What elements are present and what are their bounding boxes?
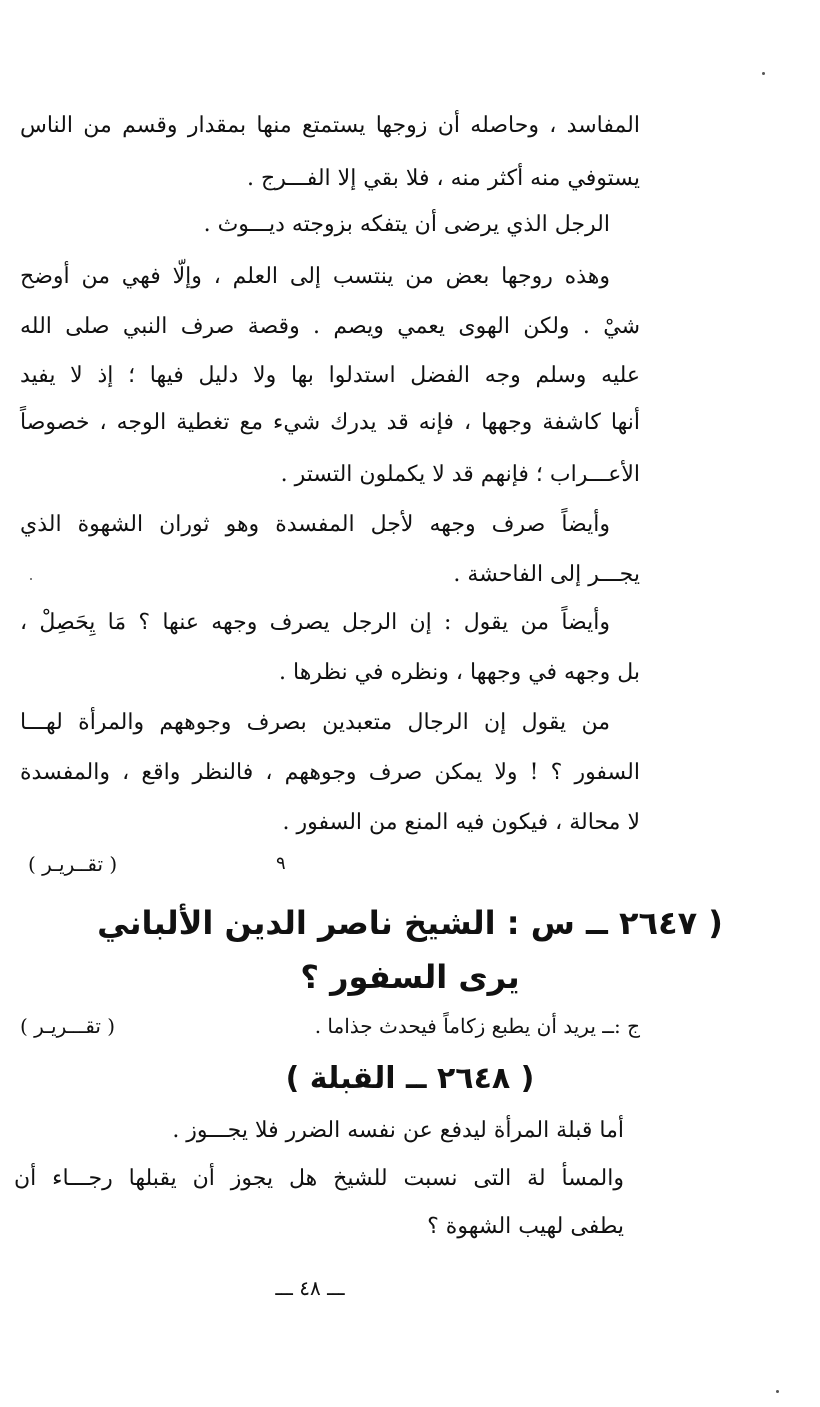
text-line: الأعـــراب ؛ فإنهم قد لا يكملون التستر . bbox=[280, 462, 640, 487]
paper-speck bbox=[30, 578, 32, 580]
text-line: الرجل الذي يرضى أن يتفكه بزوجته ديـــوث . bbox=[203, 212, 610, 237]
answer-text: ج :ــ يريد أن يطبع زكاماً فيحدث جذاما . bbox=[314, 1014, 640, 1038]
text-line: يستوفي منه أكثر منه ، فلا بقي إلا الفـــرج . bbox=[247, 166, 640, 191]
text-line: والمسأ لة التى نسبت للشيخ هل يجوز أن يقبلها رجـــاء أن bbox=[14, 1166, 624, 1191]
text-line: عليه وسلم وجه الفضل استدلوا بها ولا دليل فيها ؛ إذ لا يفيد bbox=[20, 363, 640, 388]
text-line: يجـــر إلى الفاحشة . bbox=[453, 562, 640, 587]
text-line: بل وجهه في وجهها ، ونظره في نظرها . bbox=[279, 660, 640, 685]
paper-speck bbox=[776, 1390, 779, 1393]
text-line: لا محالة ، فيكون فيه المنع من السفور . bbox=[282, 810, 640, 835]
text-line: أنها كاشفة وجهها ، فإنه قد يدرك شيء مع تغطية الوجه ، خصوصاً bbox=[20, 410, 640, 435]
page-number: ـــ ٤٨ ـــ bbox=[275, 1276, 345, 1300]
question-heading: ( ٢٦٤٧ ــ س : الشيخ ناصر الدين الألباني bbox=[97, 904, 723, 942]
note-label: ( تقــريـر ) bbox=[28, 852, 118, 876]
text-line: يطفى لهيب الشهوة ؟ bbox=[427, 1214, 624, 1239]
paper-speck bbox=[762, 72, 765, 75]
text-line: أما قبلة المرأة ليدفع عن نفسه الضرر فلا يجـــوز . bbox=[172, 1118, 624, 1143]
text-line: المفاسد ، وحاصله أن زوجها يستمتع منها بمقدار وقسم من الناس bbox=[20, 113, 640, 138]
question-heading-continued: يرى السفور ؟ bbox=[300, 958, 520, 996]
section-heading: ( ٢٦٤٨ ــ القبلة ) bbox=[285, 1061, 535, 1096]
note-mark: ٩ bbox=[276, 853, 286, 874]
text-line: وأيضاً من يقول : إن الرجل يصرف وجهه عنها ؟ مَا يِحَصِلْ ، bbox=[20, 610, 610, 635]
text-line: من يقول إن الرجال متعبدين بصرف وجوههم والمرأة لهـــا bbox=[20, 710, 610, 735]
answer-label: ( تقـــريـر ) bbox=[20, 1014, 116, 1038]
text-line: وهذه روجها بعض من ينتسب إلى العلم ، وإلّا فهي من أوضح bbox=[20, 264, 610, 289]
text-line: وأيضاً صرف وجهه لأجل المفسدة وهو ثوران الشهوة الذي bbox=[20, 512, 610, 537]
text-line: السفور ؟ ! ولا يمكن صرف وجوههم ، فالنظر واقع ، والمفسدة bbox=[20, 760, 640, 785]
text-line: شيْ . ولكن الهوى يعمي ويصم . وقصة صرف النبي صلى الله bbox=[20, 314, 640, 339]
